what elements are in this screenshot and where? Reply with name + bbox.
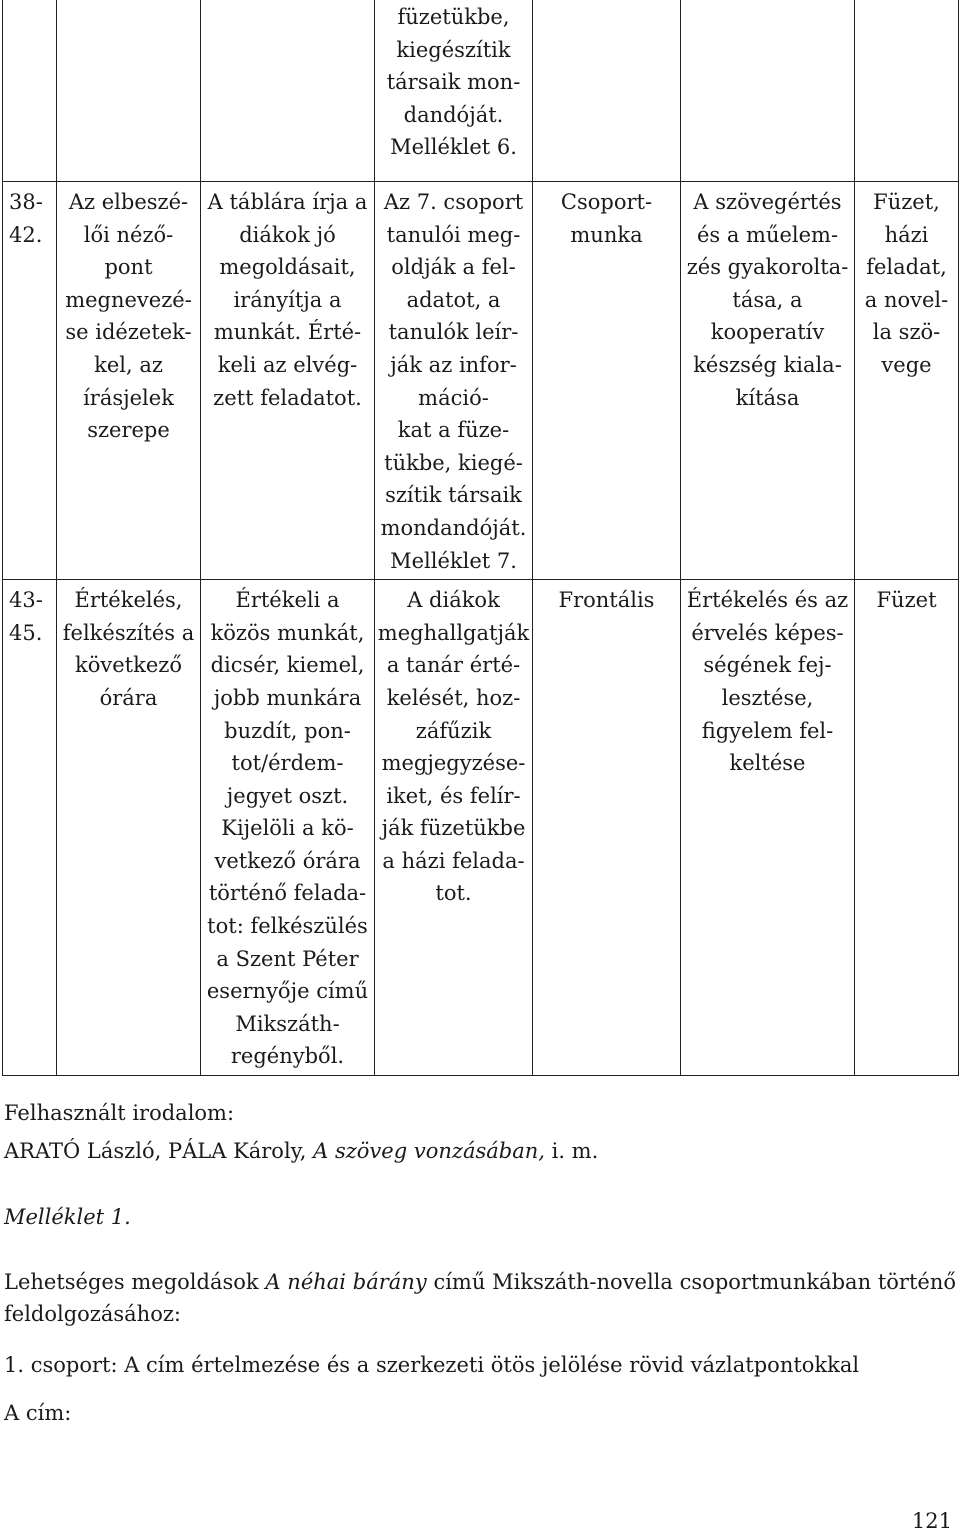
lesson-plan-table — [2, 0, 959, 1076]
appendix-label: Melléklet 1. — [4, 1205, 131, 1229]
table-cell-topic: Az elbeszé- lői néző- pont megnevezé- se idézetek- kel, az írásjelek szerepe — [57, 182, 201, 580]
table-cell-student-activity: Az 7. csoport tanulói meg- oldják a fel- adatot, a tanulók leír- ják az infor- máció- kat a füze- tükbe, kiegé- szítik társaik mondandóját. Melléklet 7. — [375, 182, 533, 580]
table-row — [3, 580, 959, 1076]
table-cell-teacher-activity: A táblára írja a diákok jó megoldásait, irányítja a munkát. Érté- keli az elvég- zett feladatot. — [201, 182, 375, 580]
table-cell-tools — [855, 0, 959, 182]
table-cell-goal: A szövegértés és a műelem- zés gyakorolta- tása, a kooperatív készség kiala- kítása — [681, 182, 855, 580]
table-row — [3, 0, 959, 182]
appendix-intro: Lehetséges megoldások A néhai bárány című Mikszáth-novella csoportmunkában történő feldolgozásához: — [4, 1270, 956, 1326]
author1-given-name: László, — [86, 1139, 162, 1163]
author2-given-name: Károly, — [233, 1139, 307, 1163]
reference-entry — [4, 1136, 598, 1166]
table-cell-goal: Értékelés és az érvelés képes- ségének fej- lesztése, figyelem fel- keltése — [681, 580, 855, 1076]
references-heading: Felhasznált irodalom: — [4, 1101, 235, 1125]
table-row — [3, 182, 959, 580]
table-cell-goal — [681, 0, 855, 182]
table-cell-topic — [57, 0, 201, 182]
table-cell-work-form: Csoport- munka — [533, 182, 681, 580]
title-label: A cím: — [4, 1401, 72, 1425]
author1-surname: ARATÓ — [4, 1139, 81, 1163]
reference-tail: i. m. — [551, 1139, 599, 1163]
table-cell-teacher-activity: Értékeli a közös munkát, dicsér, kiemel, jobb munkára buzdít, pon- tot/érdem- jegyet oszt. Kijelöli a kö- vetkező órára történő felada- tot: felkészülés a Szent Péter esernyője című Mikszáth- regényből. — [201, 580, 375, 1076]
table-cell-student-activity: A diákok meghallgatják a tanár érté- kelését, hoz- záfűzik megjegyzése- iket, és felír- ják füzetükbe a házi felada- tot. — [375, 580, 533, 1076]
table-cell-topic: Értékelés, felkészítés a következő órára — [57, 580, 201, 1076]
novella-title: A néhai bárány — [265, 1270, 427, 1294]
table-cell-student-activity: füzetükbe, kiegészítik társaik mon- dandóját. Melléklet 6. — [375, 0, 533, 182]
table-cell-work-form: Frontális — [533, 580, 681, 1076]
table-cell-lesson-number — [3, 0, 57, 182]
page-number: 121 — [911, 1509, 952, 1533]
author2-surname: PÁLA — [167, 1139, 227, 1163]
table-cell-lesson-number: 38- 42. — [3, 182, 57, 580]
table-cell-teacher-activity — [201, 0, 375, 182]
group-1-task: 1. csoport: A cím értelmezése és a szerkezeti ötös jelölése rövid vázlatpontokkal — [4, 1353, 860, 1377]
table-cell-tools: Füzet, házi feladat, a novel- la szö- vege — [855, 182, 959, 580]
table-cell-work-form — [533, 0, 681, 182]
table-cell-lesson-number: 43- 45. — [3, 580, 57, 1076]
book-title: A szöveg vonzásában, — [313, 1139, 545, 1163]
table-cell-tools: Füzet — [855, 580, 959, 1076]
